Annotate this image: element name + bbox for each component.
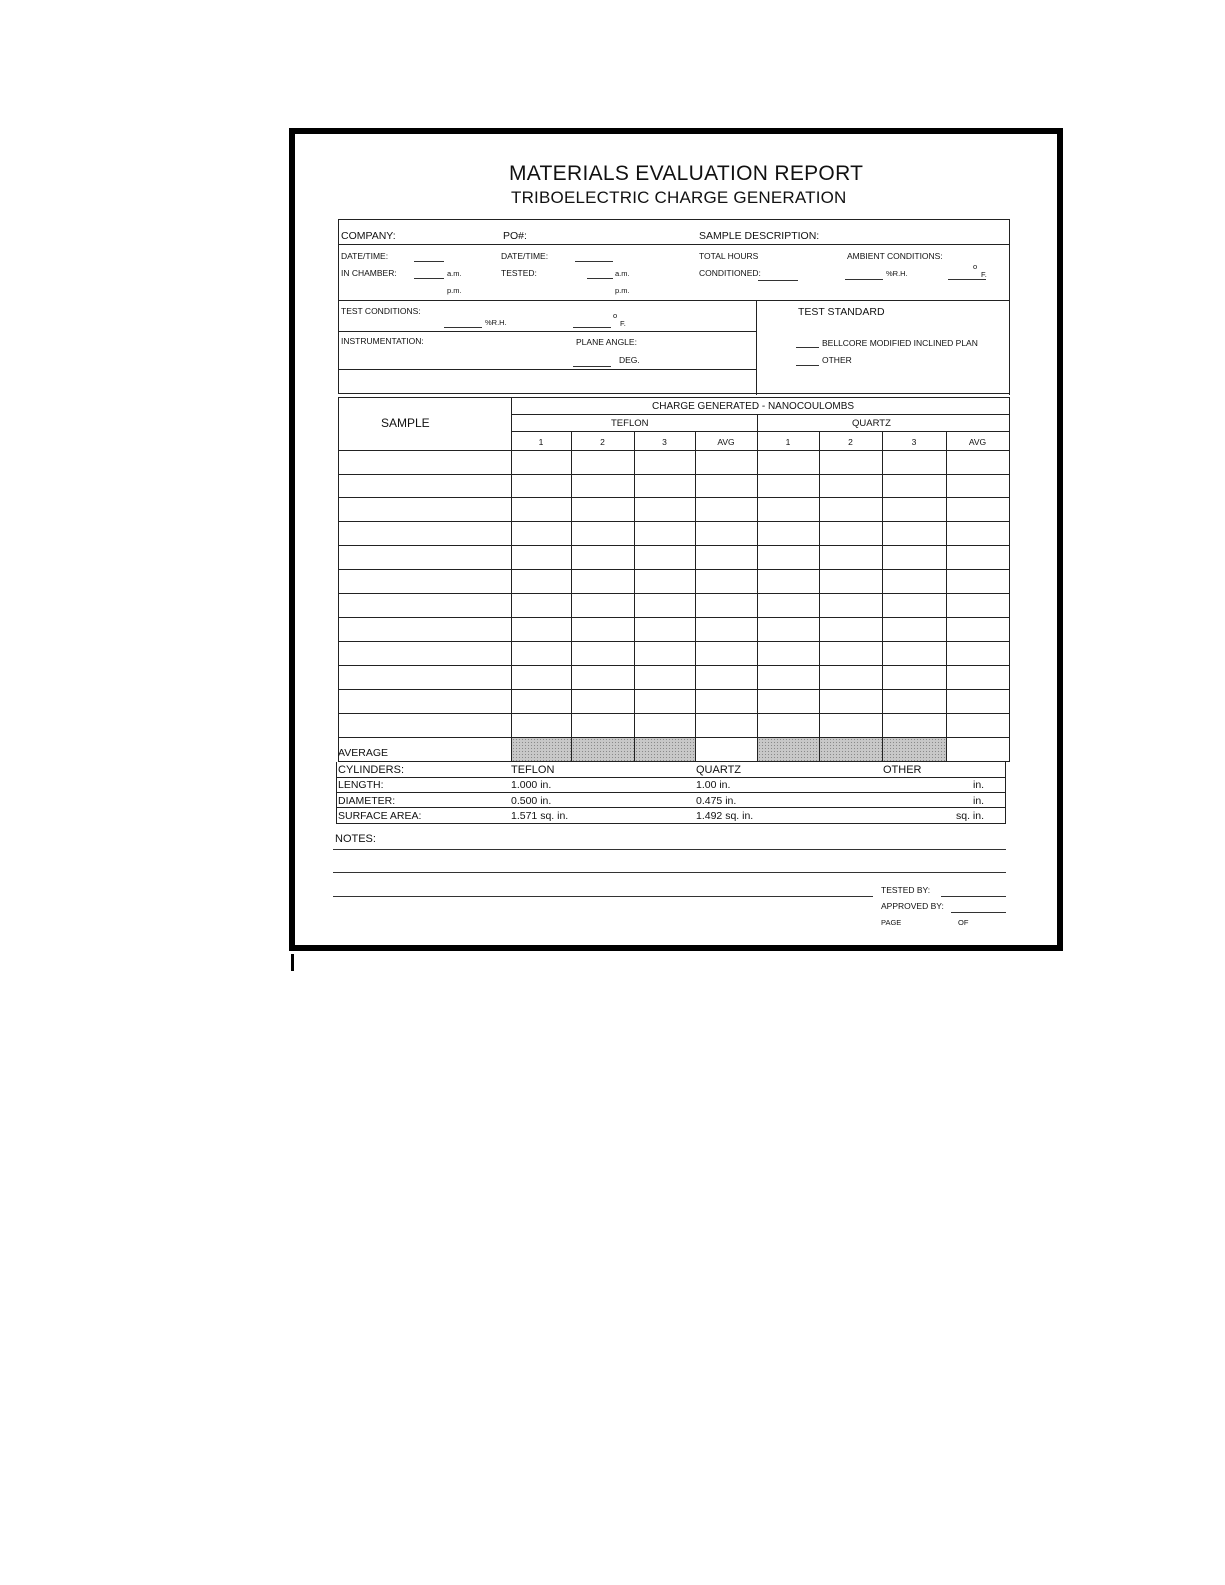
table-row xyxy=(338,665,1010,666)
cylinders-line xyxy=(336,792,1006,793)
cylinders-line xyxy=(336,823,1006,824)
test-standard-heading: TEST STANDARD xyxy=(798,306,885,318)
other-checkbox-blank[interactable] xyxy=(796,365,819,366)
average-row-bottom xyxy=(338,761,1010,762)
plane-angle-blank[interactable] xyxy=(573,366,611,367)
tested-time-blank-2[interactable] xyxy=(587,278,613,279)
ambient-rh-blank[interactable] xyxy=(845,279,883,280)
total-hours-label: TOTAL HOURS xyxy=(699,251,759,261)
table-right-border xyxy=(1009,397,1010,762)
datetime-tested-label-1: DATE/TIME: xyxy=(501,251,549,261)
diameter-teflon: 0.500 in. xyxy=(511,795,552,807)
table-row xyxy=(338,545,1010,546)
charge-generated-header: CHARGE GENERATED - NANOCOULOMBS xyxy=(652,401,855,412)
diameter-quartz: 0.475 in. xyxy=(696,795,737,807)
test-deg-symbol: o xyxy=(613,311,618,320)
average-shaded-cell xyxy=(572,738,634,761)
in-chamber-pm: p.m. xyxy=(447,286,462,295)
length-other-unit: in. xyxy=(973,779,985,791)
page-of-label: OF xyxy=(958,918,969,927)
po-label: PO#: xyxy=(503,230,527,242)
conditions-line-1 xyxy=(338,331,756,332)
header-line-3 xyxy=(338,300,1010,301)
average-shaded-cell xyxy=(512,738,571,761)
in-chamber-time-blank-2[interactable] xyxy=(414,278,444,279)
table-row xyxy=(338,497,1010,498)
test-rh-unit: %R.H. xyxy=(485,318,507,327)
sample-column-header: SAMPLE xyxy=(381,416,430,430)
table-header-bottom-line xyxy=(338,450,1010,451)
ambient-deg-symbol: o xyxy=(973,262,978,271)
conditioned-label: CONDITIONED: xyxy=(699,268,761,278)
table-row xyxy=(338,521,1010,522)
diameter-other-unit: in. xyxy=(973,795,985,807)
cylinders-left-border xyxy=(336,762,337,823)
approved-by-blank[interactable] xyxy=(951,912,1006,913)
in-chamber-time-blank-1[interactable] xyxy=(414,261,444,262)
table-row xyxy=(338,593,1010,594)
in-chamber-am: a.m. xyxy=(447,269,462,278)
average-shaded-cell xyxy=(758,738,819,761)
teflon-col-avg: AVG xyxy=(717,437,735,447)
table-row xyxy=(338,689,1010,690)
tested-time-blank-1[interactable] xyxy=(575,261,613,262)
table-left-border xyxy=(338,397,339,762)
surface-area-quartz: 1.492 sq. in. xyxy=(696,810,754,822)
length-quartz: 1.00 in. xyxy=(696,779,731,791)
page-edge-mark xyxy=(291,954,294,971)
table-row xyxy=(338,641,1010,642)
teflon-group-header: TEFLON xyxy=(611,418,649,429)
tested-by-blank[interactable] xyxy=(941,896,1006,897)
cylinders-line xyxy=(336,777,1006,778)
conditions-bottom-line xyxy=(338,393,1010,394)
cylinders-right-border xyxy=(1005,762,1006,823)
notes-label: NOTES: xyxy=(335,833,376,845)
ambient-conditions-label: AMBIENT CONDITIONS: xyxy=(847,251,943,261)
table-row xyxy=(338,617,1010,618)
cylinders-quartz: QUARTZ xyxy=(696,764,742,776)
datetime-tested-label-2: TESTED: xyxy=(501,268,537,278)
table-group-line xyxy=(511,414,1010,415)
instrumentation-label: INSTRUMENTATION: xyxy=(341,336,424,346)
quartz-col-2: 2 xyxy=(848,437,853,447)
ambient-rh-unit: %R.H. xyxy=(886,269,908,278)
sample-column-border xyxy=(511,397,512,762)
quartz-group-header: QUARTZ xyxy=(852,418,891,429)
tested-am: a.m. xyxy=(615,269,630,278)
bellcore-option: BELLCORE MODIFIED INCLINED PLAN xyxy=(822,338,978,348)
datetime-in-chamber-label-1: DATE/TIME: xyxy=(341,251,389,261)
test-conditions-label: TEST CONDITIONS: xyxy=(341,306,421,316)
report-subtitle: TRIBOELECTRIC CHARGE GENERATION xyxy=(511,188,847,207)
page-label: PAGE xyxy=(881,918,902,927)
conditions-line-2 xyxy=(338,369,756,370)
hours-conditioned-blank[interactable] xyxy=(758,280,798,281)
tested-by-label: TESTED BY: xyxy=(881,885,931,895)
other-option: OTHER xyxy=(822,355,852,365)
company-label: COMPANY: xyxy=(341,230,396,242)
teflon-col-1: 1 xyxy=(538,437,544,447)
header-right-border xyxy=(1009,219,1010,395)
quartz-col-avg: AVG xyxy=(968,437,987,447)
test-deg-unit: F. xyxy=(620,319,626,328)
tested-pm: p.m. xyxy=(615,286,630,295)
ambient-temp-blank[interactable] xyxy=(948,279,986,280)
surface-area-other-unit: sq. in. xyxy=(956,810,985,822)
surface-area-label: SURFACE AREA: xyxy=(338,810,422,822)
notes-line[interactable] xyxy=(333,896,873,897)
diameter-label: DIAMETER: xyxy=(338,795,396,807)
surface-area-teflon: 1.571 sq. in. xyxy=(511,810,569,822)
notes-line[interactable] xyxy=(333,872,1006,873)
average-shaded-cell xyxy=(635,738,695,761)
table-row xyxy=(338,474,1010,475)
datetime-in-chamber-label-2: IN CHAMBER: xyxy=(341,268,397,278)
ambient-deg-unit: F. xyxy=(981,270,987,279)
length-teflon: 1.000 in. xyxy=(511,779,552,791)
average-shaded-cell xyxy=(820,738,882,761)
length-label: LENGTH: xyxy=(338,779,384,791)
quartz-col-3: 3 xyxy=(911,437,917,447)
notes-line[interactable] xyxy=(333,849,1006,850)
table-row xyxy=(338,713,1010,714)
plane-angle-label: PLANE ANGLE: xyxy=(576,337,637,347)
quartz-col-1: 1 xyxy=(785,437,791,447)
cylinders-label: CYLINDERS: xyxy=(338,764,405,776)
teflon-col-3: 3 xyxy=(662,437,667,447)
conditions-divider xyxy=(756,300,757,395)
header-line-2 xyxy=(338,244,1010,245)
table-top-line xyxy=(338,397,1010,398)
header-left-border xyxy=(338,219,339,393)
header-top-line xyxy=(338,219,1010,220)
test-rh-blank[interactable] xyxy=(444,327,482,328)
teflon-col-2: 2 xyxy=(600,437,605,447)
approved-by-label: APPROVED BY: xyxy=(881,901,944,911)
teflon-quartz-divider xyxy=(757,414,758,762)
cylinders-other: OTHER xyxy=(883,764,922,776)
average-shaded-cell xyxy=(883,738,946,761)
average-row-label: AVERAGE xyxy=(338,747,388,759)
sample-description-label: SAMPLE DESCRIPTION: xyxy=(699,230,820,242)
plane-angle-unit: DEG. xyxy=(619,355,640,365)
cylinders-teflon: TEFLON xyxy=(511,764,555,776)
table-subgroup-line xyxy=(511,431,1010,432)
report-title: MATERIALS EVALUATION REPORT xyxy=(509,162,864,185)
cylinders-line xyxy=(336,807,1006,808)
test-temp-blank[interactable] xyxy=(573,327,611,328)
bellcore-checkbox-blank[interactable] xyxy=(796,347,819,348)
table-row xyxy=(338,569,1010,570)
